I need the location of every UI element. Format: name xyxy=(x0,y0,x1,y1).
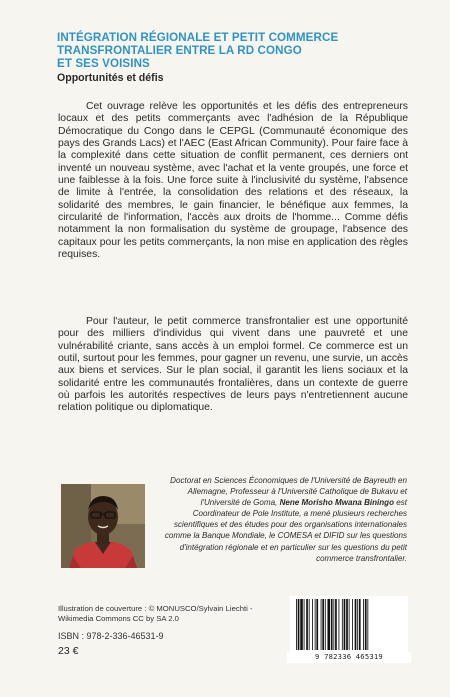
isbn: ISBN : 978-2-336-46531-9 xyxy=(58,631,164,641)
credit-line-2: Wikimedia Commons CC by SA 2.0 xyxy=(58,614,179,623)
author-name: Nene Morisho Mwana Biningo xyxy=(279,498,395,508)
title-line-1: INTÉGRATION RÉGIONALE ET PETIT COMMERCE xyxy=(57,31,339,44)
author-photo xyxy=(61,484,145,568)
price: 23 € xyxy=(58,645,79,657)
barcode-bars xyxy=(290,596,408,652)
title-line-3: ET SES VOISINS xyxy=(57,57,150,70)
book-title xyxy=(57,31,417,70)
title-line-2: TRANSFRONTALIER ENTRE LA RD CONGO xyxy=(57,44,302,57)
summary-paragraph-1: Cet ouvrage relève les opportunités et les défis des entrepreneurs locaux et des petits commerçants avec l'adhésion de la République Démocratique du Congo dans le CEPGL (Communauté économique des pays des Grands Lacs) et l'AEC (East African Community). Pour faire face à la complexité dans cette situation de conflit permanent, ces derniers ont inventé un nouveau système, avec l'achat et la vente groupés, une force et une faiblesse à la fois. Une force suite à l'inclusivité du système, l'absence de limite à l'entrée, la consolidation des relations et des réseaux, la solidarité des membres, le gain financier, le bénéfique aux femmes, la circularité de l'information, l'accès aux droits de l'homme... Comme défis notamment la non formalisation du système de groupage, l'absence des capitaux pour les petits commerçants, la non mise en application des règles requises. xyxy=(58,101,408,261)
author-bio-rest: est Coordinateur de Pole Institute, a mené plusieurs recherches scientifiques et des études pour des organisations internationales comme la Banque Mondiale, le COMESA et DIFID sur les questions d'intégration régionale et en particulier sur les questions du petit commerce transfrontalier. xyxy=(164,498,407,563)
author-bio xyxy=(152,475,407,564)
cover-illustration-credit xyxy=(58,604,288,624)
summary-paragraph-2: Pour l'auteur, le petit commerce transfrontalier est une opportunité pour des milliers d'individus qui vivent dans une pauvreté et une vulnérabilité criante, sans accès à un emploi formel. Ce commerce est un outil, surtout pour les femmes, pour gagner un revenu, une survie, un accès aux biens et services. Sur le plan social, il garantit les liens sociaux et la solidarité entre les communautés frontalières, dans un contexte de guerre où parfois les autorités respectives de leurs pays n'entretiennent aucune relation politique ou diplomatique. xyxy=(58,316,408,414)
book-subtitle: Opportunités et défis xyxy=(57,72,164,84)
author-portrait-image xyxy=(61,484,145,568)
barcode xyxy=(290,596,408,652)
barcode-number: 9 782336 465319 xyxy=(287,652,411,663)
credit-line-1: Illustration de couverture : © MONUSCO/Sylvain Liechti - xyxy=(58,604,253,613)
author-bio-intro: Doctorat en Sciences Économiques de l'Université de Bayreuth en Allemagne, Professeur à l'Université Catholique de Bukavu et l'Université de Goma, xyxy=(170,476,407,508)
